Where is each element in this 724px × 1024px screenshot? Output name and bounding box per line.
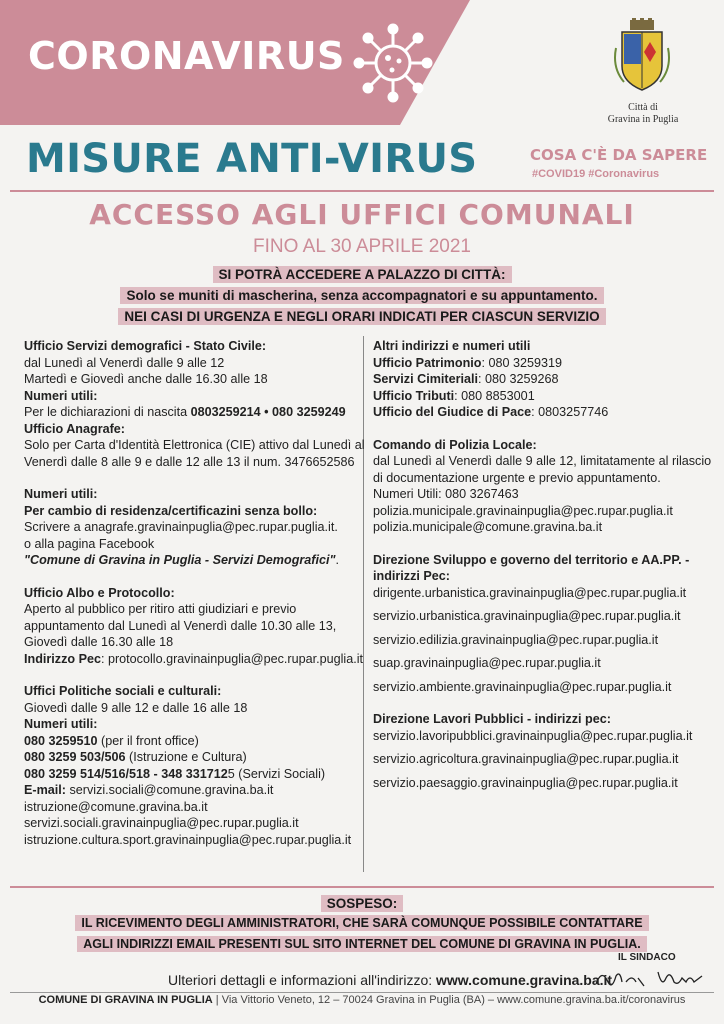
- altri-title: Altri indirizzi e numeri utili: [373, 339, 531, 353]
- sospeso-title: [40, 896, 684, 911]
- details-line: [168, 972, 612, 988]
- footer-rule: [10, 992, 714, 993]
- sociali-hours: Giovedì dalle 9 alle 12 e dalle 16 alle 18: [24, 700, 248, 715]
- polizia-title: Comando di Polizia Locale:: [373, 437, 537, 452]
- tributi-line: [373, 388, 713, 405]
- polizia-line-4: polizia.municipale.gravinainpuglia@pec.rupar.puglia.it: [373, 503, 673, 518]
- subheading-until: FINO AL 30 APRILE 2021: [253, 236, 471, 257]
- footer-sep: |: [212, 994, 222, 1006]
- banner-title: CORONAVIRUS: [28, 34, 345, 78]
- notice-line-1: SI POTRÀ ACCEDERE A PALAZZO DI CITTÀ:: [213, 266, 512, 283]
- residenza-end: .: [335, 553, 339, 567]
- details-prefix: Ulteriori dettagli e informazioni all'indirizzo:: [168, 972, 437, 988]
- tagline: COSA C'È DA SAPERE: [530, 146, 708, 164]
- sviluppo-title-2: indirizzi Pec:: [373, 569, 450, 583]
- sociali-email-1: [24, 782, 369, 799]
- demografici-hours-2: Martedì e Giovedì anche dalle 16.30 alle 18: [24, 372, 268, 386]
- tributi-number: : 080 8853001: [454, 388, 535, 403]
- anagrafe-line-2: Venerdì dalle 8 alle 9 e dalle 12 alle 13 il num. 3476652586: [24, 454, 355, 469]
- anagrafe-title: Ufficio Anagrafe:: [24, 421, 125, 436]
- footer: [0, 994, 724, 1006]
- lavori-title: Direzione Lavori Pubblici - indirizzi pec:: [373, 712, 611, 726]
- sospeso-line-1: IL RICEVIMENTO DEGLI AMMINISTRATORI, CHE SARÀ COMUNQUE POSSIBILE CONTATTARE: [75, 915, 648, 931]
- main-title: MISURE ANTI-VIRUS: [26, 136, 478, 182]
- polizia-line-1: dal Lunedì al Venerdì dalle 9 alle 12, limitatamente al rilascio: [373, 454, 712, 468]
- subheading-title: ACCESSO AGLI UFFICI COMUNALI: [89, 198, 635, 231]
- sociali-email-label: E-mail:: [24, 783, 66, 797]
- albo-title: Ufficio Albo e Protocollo:: [24, 585, 175, 600]
- facebook-page-name: "Comune di Gravina in Puglia - Servizi Demografici": [24, 553, 336, 567]
- divider-rule: [10, 190, 714, 192]
- patrimonio-number: : 080 3259319: [481, 355, 562, 370]
- pace-number: : 0803257746: [531, 405, 609, 419]
- right-column: [373, 338, 713, 791]
- lavori-email-1: servizio.lavoripubblici.gravinainpuglia@pec.rupar.puglia.it: [373, 728, 693, 743]
- sviluppo-email-2: servizio.urbanistica.gravinainpuglia@pec.rupar.puglia.it: [373, 609, 681, 623]
- cimiteriali-number: : 080 3259268: [478, 372, 559, 386]
- polizia-line-2: di documentazione urgente e previo appuntamento.: [373, 470, 661, 485]
- lavori-email-2: servizio.agricoltura.gravinainpuglia@pec.rupar.puglia.it: [373, 752, 679, 766]
- cimiteriali-label: Servizi Cimiteriali: [373, 372, 478, 386]
- sociali-numeri-title: Numeri utili:: [24, 717, 98, 731]
- albo-pec-label: Indirizzo Pec: [24, 651, 101, 666]
- numeri-utili-title: Numeri utili:: [24, 388, 98, 403]
- sviluppo-email-5: servizio.ambiente.gravinainpuglia@pec.rupar.puglia.it: [373, 679, 672, 694]
- anagrafe-line-1: Solo per Carta d'Identità Elettronica (CIE) attivo dal Lunedì al: [24, 438, 365, 452]
- sociali-n3-note: 5 (Servizi Sociali): [227, 766, 326, 781]
- nascita-line: [24, 404, 369, 421]
- footer-address: Via Vittorio Veneto, 12 – 70024 Gravina in Puglia (BA) – www.comune.gravina.ba.it/coronavirus: [221, 994, 686, 1006]
- left-column: [24, 338, 369, 848]
- nascita-numbers: 0803259214 • 080 3259249: [190, 405, 346, 419]
- sociali-e1: servizi.sociali@comune.gravina.ba.it: [66, 783, 274, 797]
- city-name-line2: Gravina in Puglia: [607, 114, 679, 125]
- bottom-rule: [10, 886, 714, 888]
- sociali-number-2: [24, 749, 369, 766]
- polizia-line-5: polizia.municipale@comune.gravina.ba.it: [373, 520, 603, 534]
- nascita-label: Per le dichiarazioni di nascita: [24, 405, 191, 419]
- sociali-number-1: [24, 733, 369, 750]
- polizia-line-3: Numeri Utili: 080 3267463: [373, 487, 519, 501]
- city-crest-icon: [612, 18, 672, 94]
- sospeso-section: [40, 896, 684, 953]
- sospeso-title-text: SOSPESO:: [321, 895, 404, 912]
- sociali-email-3: servizi.sociali.gravinainpuglia@pec.rupar.puglia.it: [24, 816, 299, 830]
- lavori-email-3: servizio.paesaggio.gravinainpuglia@pec.rupar.puglia.it: [373, 775, 678, 790]
- sociali-email-4: istruzione.cultura.sport.gravinainpuglia@pec.rupar.puglia.it: [24, 832, 352, 847]
- sociali-n2: 080 3259 503/506: [24, 750, 126, 764]
- residenza-line-2: o alla pagina Facebook: [24, 536, 155, 551]
- albo-line-2: appuntamento dal Lunedì al Venerdì dalle 10.30 alle 13,: [24, 618, 337, 633]
- sospeso-line-1-wrap: [40, 914, 684, 932]
- notice-line-2-wrap: [0, 287, 724, 305]
- sviluppo-email-3: servizio.edilizia.gravinainpuglia@pec.rupar.puglia.it: [373, 632, 659, 647]
- albo-line-3: Giovedì dalle 16.30 alle 18: [24, 635, 174, 649]
- sociali-n2-note: (Istruzione e Cultura): [125, 750, 247, 764]
- albo-pec-line: [24, 651, 369, 668]
- notice-line-3: NEI CASI DI URGENZA E NEGLI ORARI INDICATI PER CIASCUN SERVIZIO: [118, 308, 605, 325]
- pace-line: [373, 404, 713, 421]
- sospeso-line-2: AGLI INDIRIZZI EMAIL PRESENTI SUL SITO INTERNET DEL COMUNE DI GRAVINA IN PUGLIA.: [77, 936, 646, 952]
- hashtags: #COVID19 #Coronavirus: [532, 168, 660, 180]
- patrimonio-label: Ufficio Patrimonio: [373, 355, 482, 370]
- sviluppo-email-4: suap.gravinainpuglia@pec.rupar.puglia.it: [373, 656, 601, 670]
- notice-line-2: Solo se muniti di mascherina, senza accompagnatori e su appuntamento.: [120, 287, 603, 304]
- notice-line-3-wrap: [0, 308, 724, 326]
- pace-label: Ufficio del Giudice di Pace: [373, 405, 532, 419]
- website-link[interactable]: www.comune.gravina.ba.it: [436, 972, 613, 988]
- footer-name: COMUNE DI GRAVINA IN PUGLIA: [38, 994, 213, 1006]
- albo-line-1: Aperto al pubblico per ritiro atti giudiziari e previo: [24, 602, 297, 616]
- city-name: [588, 102, 698, 126]
- city-name-line1: Città di: [628, 102, 658, 113]
- sociali-title: Uffici Politiche sociali e culturali:: [24, 684, 222, 698]
- residenza-title: Per cambio di residenza/certificazini senza bollo:: [24, 503, 318, 518]
- residenza-facebook-line: [24, 552, 369, 569]
- residenza-line-1: Scrivere a anagrafe.gravinainpuglia@pec.rupar.puglia.it.: [24, 520, 338, 534]
- virus-icon: [352, 22, 434, 104]
- notice-line-1-wrap: [0, 266, 724, 284]
- sospeso-line-2-wrap: [40, 935, 684, 953]
- sociali-n1: 080 3259510: [24, 733, 98, 748]
- demografici-hours: dal Lunedì al Venerdì dalle 9 alle 12: [24, 355, 225, 370]
- albo-pec: : protocollo.gravinainpuglia@pec.rupar.puglia.it: [100, 651, 364, 666]
- sociali-email-2: istruzione@comune.gravina.ba.it: [24, 799, 208, 814]
- patrimonio-line: [373, 355, 713, 372]
- sociali-n3: 080 3259 514/516/518 - 348 331712: [24, 766, 228, 781]
- tributi-label: Ufficio Tributi: [373, 388, 455, 403]
- sociali-n1-note: (per il front office): [97, 733, 199, 748]
- demografici-title: Ufficio Servizi demografici - Stato Civile:: [24, 339, 267, 353]
- sociali-number-3: [24, 766, 369, 783]
- sindaco-label: IL SINDACO: [618, 952, 676, 963]
- numeri-utili-title-2: Numeri utili:: [24, 487, 98, 501]
- sviluppo-title-1: Direzione Sviluppo e governo del territorio e AA.PP. -: [373, 552, 690, 567]
- sviluppo-email-1: dirigente.urbanistica.gravinainpuglia@pec.rupar.puglia.it: [373, 585, 687, 600]
- cimiteriali-line: [373, 371, 713, 388]
